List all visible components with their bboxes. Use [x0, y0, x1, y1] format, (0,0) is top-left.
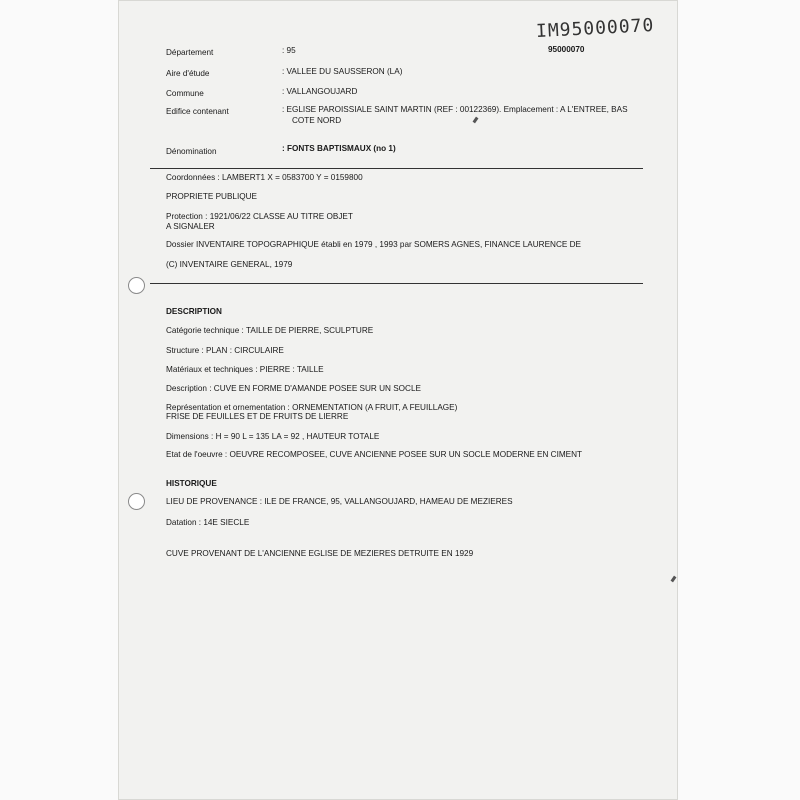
ownership: PROPRIETE PUBLIQUE	[166, 192, 257, 201]
commune-value: : VALLANGOUJARD	[282, 87, 358, 96]
departement-value: : 95	[282, 46, 296, 55]
condition: Etat de l'oeuvre : OEUVRE RECOMPOSEE, CUVE ANCIENNE POSEE SUR UN SOCLE MODERNE EN CIMENT	[166, 450, 583, 459]
punch-hole	[128, 277, 145, 294]
materials: Matériaux et techniques : PIERRE : TAILLE	[166, 365, 324, 374]
edifice-value-continued: COTE NORD	[292, 116, 342, 125]
document-page	[118, 0, 678, 800]
protection-note: A SIGNALER	[166, 222, 215, 231]
dossier: Dossier INVENTAIRE TOPOGRAPHIQUE établi en 1979 , 1993 par SOMERS AGNES, FINANCE LAURENCE DE	[166, 240, 581, 249]
denomination-label: Dénomination	[166, 147, 217, 156]
edifice-value: : EGLISE PAROISSIALE SAINT MARTIN (REF : 00122369). Emplacement : A L'ENTREE, BAS	[282, 105, 628, 114]
denomination-value: : FONTS BAPTISMAUX (no 1)	[282, 144, 396, 153]
historique-heading: HISTORIQUE	[166, 479, 217, 488]
structure: Structure : PLAN : CIRCULAIRE	[166, 346, 284, 355]
technical-category: Catégorie technique : TAILLE DE PIERRE, SCULPTURE	[166, 326, 374, 335]
coordinates: Coordonnées : LAMBERT1 X = 0583700 Y = 0159800	[166, 173, 363, 182]
protection: Protection : 1921/06/22 CLASSE AU TITRE OBJET	[166, 212, 353, 221]
edifice-label: Edifice contenant	[166, 107, 229, 116]
departement-label: Département	[166, 48, 214, 57]
commune-label: Commune	[166, 89, 204, 98]
representation: Représentation et ornementation : ORNEMENTATION (A FRUIT, A FEUILLAGE)	[166, 403, 458, 412]
representation-continued: FRISE DE FEUILLES ET DE FRUITS DE LIERRE	[166, 412, 349, 421]
dimensions: Dimensions : H = 90 L = 135 LA = 92 , HAUTEUR TOTALE	[166, 432, 380, 441]
history-note: CUVE PROVENANT DE L'ANCIENNE EGLISE DE MEZIERES DETRUITE EN 1929	[166, 549, 474, 558]
handwritten-id: IM95000070	[535, 14, 655, 43]
description-heading: DESCRIPTION	[166, 307, 222, 316]
copyright: (C) INVENTAIRE GENERAL, 1979	[166, 260, 293, 269]
divider	[150, 168, 643, 169]
punch-hole	[128, 493, 145, 510]
description-text: Description : CUVE EN FORME D'AMANDE POSEE SUR UN SOCLE	[166, 384, 421, 393]
aire-value: : VALLEE DU SAUSSERON (LA)	[282, 67, 403, 76]
dating: Datation : 14E SIECLE	[166, 518, 250, 527]
divider	[150, 283, 643, 284]
reference-number: 95000070	[548, 45, 585, 54]
provenance: LIEU DE PROVENANCE : ILE DE FRANCE, 95, VALLANGOUJARD, HAMEAU DE MEZIERES	[166, 497, 513, 506]
aire-label: Aire d'étude	[166, 69, 210, 78]
